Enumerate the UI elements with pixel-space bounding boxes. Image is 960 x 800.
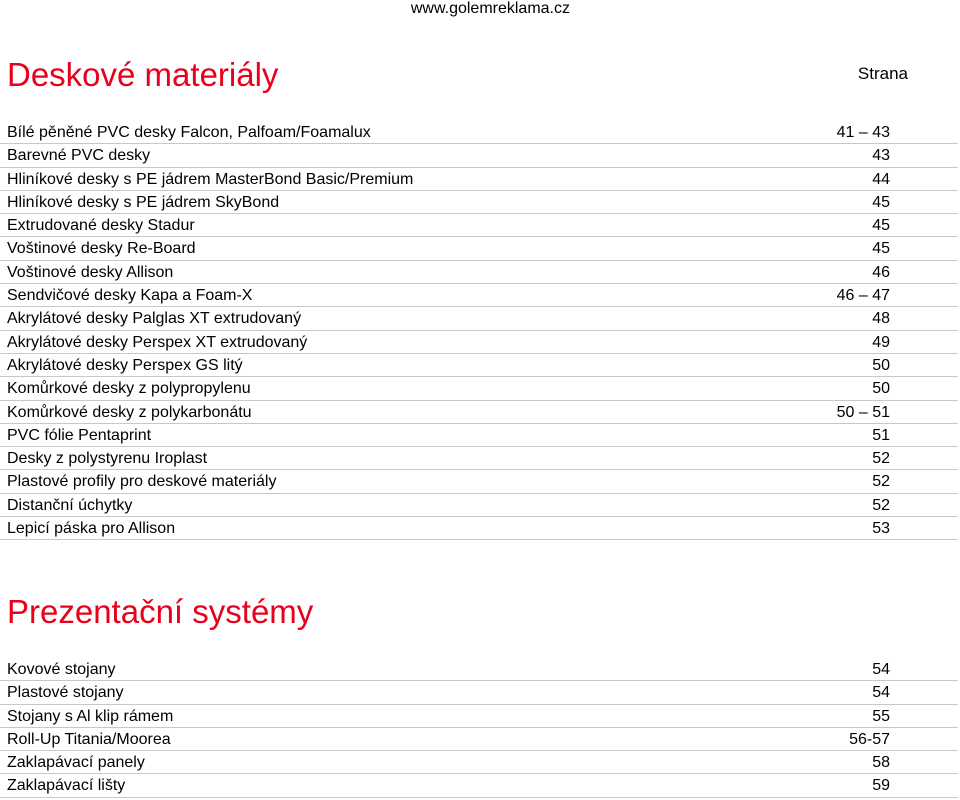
toc-row[interactable] bbox=[0, 401, 958, 424]
toc-row[interactable] bbox=[0, 494, 958, 517]
toc-row[interactable] bbox=[0, 191, 958, 214]
toc-item-name: Akrylátové desky Palglas XT extrudovaný bbox=[7, 310, 302, 328]
site-url[interactable]: www.golemreklama.cz bbox=[410, 0, 570, 17]
toc-item-page: 52 bbox=[872, 473, 890, 491]
toc-item-page: 58 bbox=[872, 754, 890, 772]
toc-item-page: 44 bbox=[872, 170, 890, 188]
toc-row[interactable] bbox=[0, 144, 958, 167]
toc-item-page: 50 – 51 bbox=[836, 403, 890, 421]
toc-item-name: Voštinové desky Re-Board bbox=[7, 240, 196, 258]
toc-item-page: 50 bbox=[872, 356, 890, 374]
toc-row[interactable] bbox=[0, 284, 958, 307]
toc-row[interactable] bbox=[0, 728, 958, 751]
toc-item-name: Bílé pěněné PVC desky Falcon, Palfoam/Foamalux bbox=[7, 124, 371, 141]
toc-item-name: Hliníkové desky s PE jádrem MasterBond Basic/Premium bbox=[7, 170, 414, 188]
page-column-label: Strana bbox=[857, 64, 908, 83]
toc-item-page: 53 bbox=[872, 520, 890, 538]
toc-item-name: Desky z polystyrenu Iroplast bbox=[7, 450, 208, 468]
toc-item-page: 52 bbox=[872, 450, 890, 468]
toc-row[interactable] bbox=[0, 774, 958, 797]
toc-item-name: Barevné PVC desky bbox=[7, 147, 151, 165]
toc-item-page: 41 – 43 bbox=[836, 124, 890, 141]
toc-item-page: 45 bbox=[872, 193, 890, 211]
toc-item-page: 52 bbox=[872, 496, 890, 514]
toc-item-name: Distanční úchytky bbox=[7, 496, 133, 514]
toc-item-page: 54 bbox=[872, 661, 890, 678]
toc-item-name: Roll-Up Titania/Moorea bbox=[7, 730, 171, 748]
toc-row[interactable] bbox=[0, 261, 958, 284]
toc-item-name: PVC fólie Pentaprint bbox=[7, 426, 152, 444]
toc-item-name: Kovové stojany bbox=[7, 661, 116, 678]
toc-row[interactable] bbox=[0, 307, 958, 330]
toc-row[interactable] bbox=[0, 377, 958, 400]
toc-item-name: Komůrkové desky z polykarbonátu bbox=[7, 403, 252, 421]
toc-row[interactable] bbox=[0, 705, 958, 728]
toc-item-name: Zaklapávací lišty bbox=[7, 777, 126, 795]
toc-item-name: Akrylátové desky Perspex XT extrudovaný bbox=[7, 333, 308, 351]
toc-item-page: 45 bbox=[872, 217, 890, 235]
toc-item-page: 45 bbox=[872, 240, 890, 258]
section-title-prezentacni-systemy: Prezentační systémy bbox=[7, 593, 314, 630]
toc-item-name: Akrylátové desky Perspex GS litý bbox=[7, 356, 243, 374]
toc-row[interactable] bbox=[0, 168, 958, 191]
toc-item-page: 54 bbox=[872, 684, 890, 702]
toc-row[interactable] bbox=[0, 658, 958, 681]
toc-item-page: 43 bbox=[872, 147, 890, 165]
toc-row[interactable] bbox=[0, 424, 958, 447]
toc-item-page: 51 bbox=[872, 426, 890, 444]
toc-list-deskove-materialy bbox=[0, 121, 958, 540]
toc-item-page: 49 bbox=[872, 333, 890, 351]
toc-item-page: 46 bbox=[872, 263, 890, 281]
toc-list-prezentacni-systemy bbox=[0, 658, 958, 798]
toc-row[interactable] bbox=[0, 470, 958, 493]
toc-item-name: Voštinové desky Allison bbox=[7, 263, 174, 281]
toc-item-name: Extrudované desky Stadur bbox=[7, 217, 195, 235]
toc-item-page: 59 bbox=[872, 777, 890, 795]
toc-item-name: Plastové profily pro deskové materiály bbox=[7, 473, 277, 491]
toc-item-name: Lepicí páska pro Allison bbox=[7, 520, 176, 538]
toc-row[interactable] bbox=[0, 751, 958, 774]
toc-item-name: Zaklapávací panely bbox=[7, 754, 145, 772]
toc-item-name: Hliníkové desky s PE jádrem SkyBond bbox=[7, 193, 280, 211]
toc-item-page: 48 bbox=[872, 310, 890, 328]
toc-item-page: 55 bbox=[872, 707, 890, 725]
toc-item-page: 46 – 47 bbox=[836, 287, 890, 305]
toc-item-page: 50 bbox=[872, 380, 890, 398]
toc-item-name: Plastové stojany bbox=[7, 684, 124, 702]
toc-item-name: Stojany s Al klip rámem bbox=[7, 707, 174, 725]
toc-item-name: Komůrkové desky z polypropylenu bbox=[7, 380, 251, 398]
toc-row[interactable] bbox=[0, 237, 958, 260]
toc-row[interactable] bbox=[0, 121, 958, 144]
toc-row[interactable] bbox=[0, 447, 958, 470]
section-title-deskove-materialy: Deskové materiály bbox=[7, 56, 279, 93]
toc-item-name: Sendvičové desky Kapa a Foam-X bbox=[7, 287, 253, 305]
toc-item-page: 56-57 bbox=[849, 730, 890, 748]
toc-row[interactable] bbox=[0, 681, 958, 704]
toc-row[interactable] bbox=[0, 214, 958, 237]
toc-row[interactable] bbox=[0, 517, 958, 540]
toc-row[interactable] bbox=[0, 331, 958, 354]
toc-row[interactable] bbox=[0, 354, 958, 377]
